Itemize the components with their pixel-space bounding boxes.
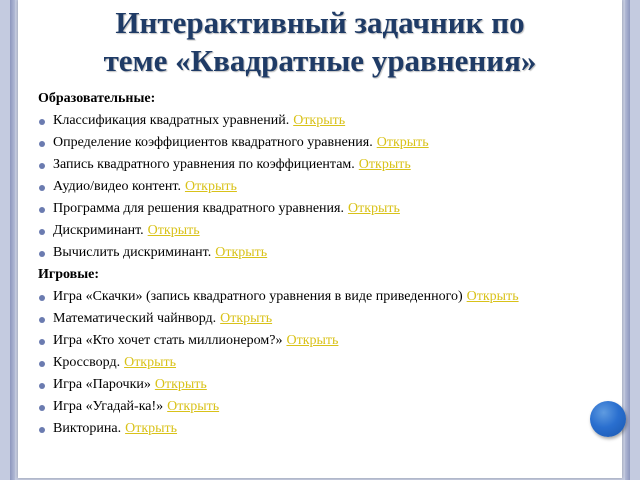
list-item: [38, 374, 608, 396]
list-item: [38, 132, 608, 154]
list-item: [38, 154, 608, 176]
games-list: [38, 286, 608, 440]
list-item-text: Определение коэффициентов квадратного уравнения.: [53, 135, 373, 150]
bullet-icon: [39, 251, 45, 257]
open-link[interactable]: Открыть: [125, 421, 178, 436]
list-item: [38, 176, 608, 198]
list-item-text: Игра «Скачки» (запись квадратного уравнения в виде приведенного): [53, 289, 463, 304]
educational-list: [38, 110, 608, 264]
open-link[interactable]: Открыть: [293, 113, 346, 128]
bullet-icon: [39, 339, 45, 345]
list-item-text: Кроссворд.: [53, 355, 121, 370]
slide-title: [18, 4, 622, 80]
bullet-icon: [39, 163, 45, 169]
list-item: [38, 308, 608, 330]
slide-content: [38, 88, 608, 440]
bullet-icon: [39, 207, 45, 213]
bullet-icon: [39, 405, 45, 411]
bullet-icon: [39, 383, 45, 389]
bullet-icon: [39, 317, 45, 323]
list-item: [38, 418, 608, 440]
open-link[interactable]: Открыть: [220, 311, 273, 326]
list-item-text: Классификация квадратных уравнений.: [53, 113, 290, 128]
bullet-icon: [39, 427, 45, 433]
list-item-text: Аудио/видео контент.: [53, 179, 181, 194]
list-item-text: Игра «Угадай-ка!»: [53, 399, 164, 414]
list-item-text: Игра «Кто хочет стать миллионером?»: [53, 333, 283, 348]
list-item-text: Математический чайнворд.: [53, 311, 217, 326]
slide-title-line-2: теме «Квадратные уравнения»: [103, 43, 537, 78]
bullet-icon: [39, 361, 45, 367]
open-link[interactable]: Открыть: [347, 201, 400, 216]
list-item: [38, 396, 608, 418]
list-item-text: Дискриминант.: [53, 223, 144, 238]
bullet-icon: [39, 185, 45, 191]
open-link[interactable]: Открыть: [358, 157, 411, 172]
open-link[interactable]: Открыть: [147, 223, 200, 238]
list-item: [38, 198, 608, 220]
list-item: [38, 286, 608, 308]
list-item: [38, 220, 608, 242]
open-link[interactable]: Открыть: [154, 377, 207, 392]
list-item: [38, 330, 608, 352]
slide-edge-right: [625, 0, 630, 480]
open-link[interactable]: Открыть: [124, 355, 177, 370]
list-item: [38, 242, 608, 264]
open-link[interactable]: Открыть: [286, 333, 339, 348]
slide-title-line-1: Интерактивный задачник по: [115, 5, 525, 40]
bullet-icon: [39, 295, 45, 301]
slide: [18, 0, 622, 478]
list-item-text: Викторина.: [53, 421, 122, 436]
list-item: [38, 110, 608, 132]
list-item: [38, 352, 608, 374]
bullet-icon: [39, 141, 45, 147]
slide-edge-left: [10, 0, 15, 480]
list-item-text: Игра «Парочки»: [53, 377, 151, 392]
open-link[interactable]: Открыть: [466, 289, 519, 304]
list-item-text: Программа для решения квадратного уравнения.: [53, 201, 344, 216]
blue-circle-icon[interactable]: [590, 401, 626, 437]
open-link[interactable]: Открыть: [184, 179, 237, 194]
bullet-icon: [39, 229, 45, 235]
open-link[interactable]: Открыть: [167, 399, 220, 414]
list-item-text: Вычислить дискриминант.: [53, 245, 212, 260]
open-link[interactable]: Открыть: [376, 135, 429, 150]
section-heading-games: Игровые:: [38, 267, 100, 282]
list-item-text: Запись квадратного уравнения по коэффициентам.: [53, 157, 355, 172]
open-link[interactable]: Открыть: [215, 245, 268, 260]
bullet-icon: [39, 119, 45, 125]
section-heading-educational: Образовательные:: [38, 91, 156, 106]
